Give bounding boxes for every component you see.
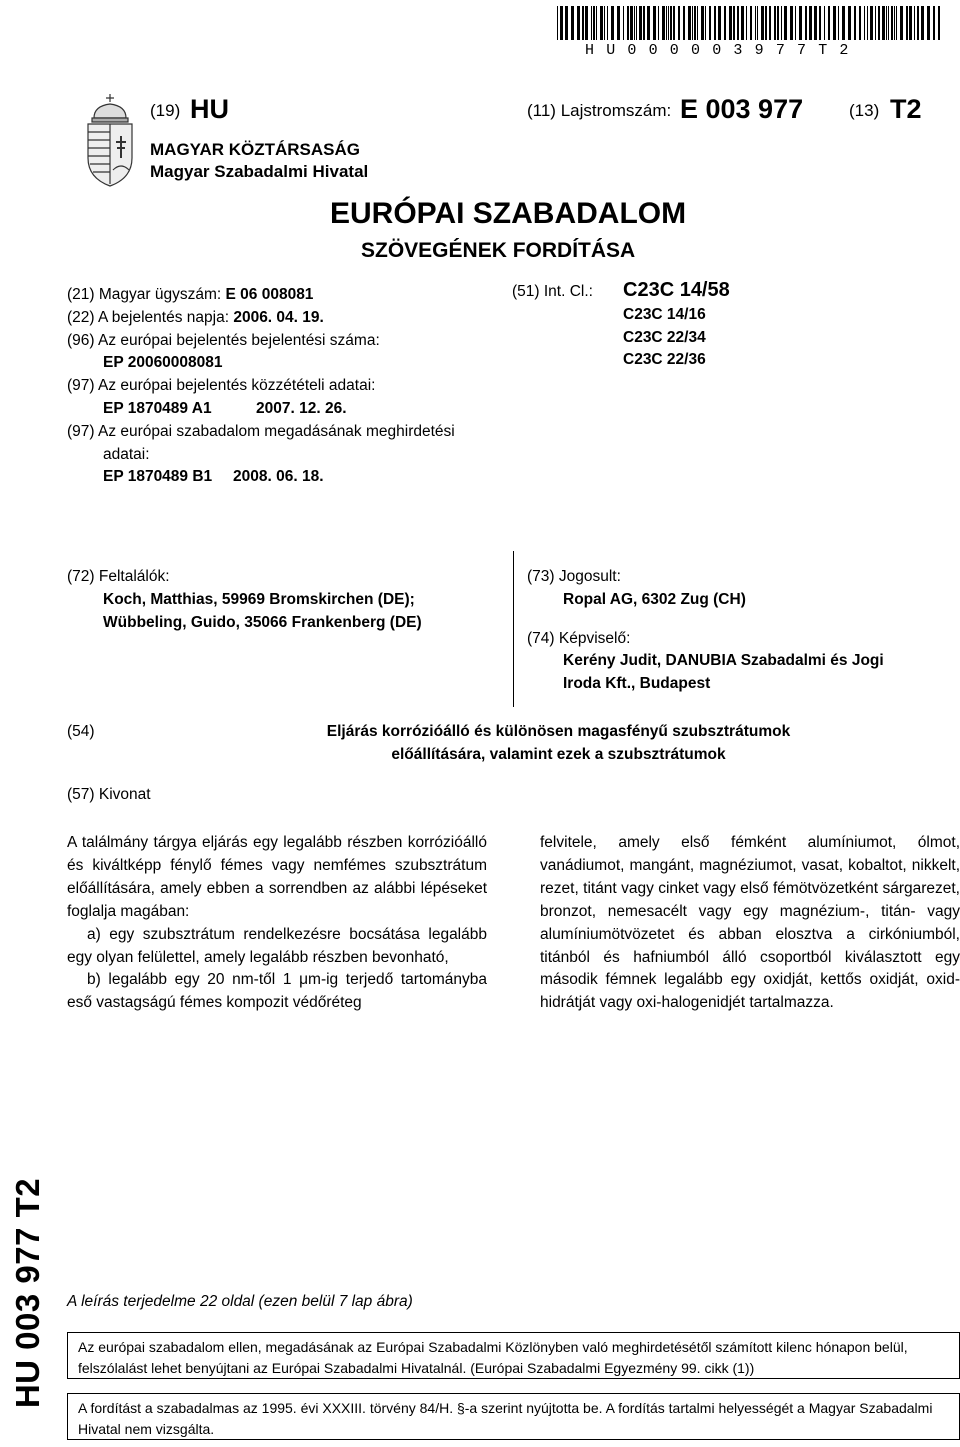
barcode <box>557 6 941 40</box>
ipc-code: C23C 14/58 <box>623 279 730 301</box>
barcode-bar <box>630 6 633 40</box>
barcode-bar <box>867 6 868 40</box>
ipc-codes <box>623 281 730 372</box>
barcode-bar <box>694 6 696 40</box>
barcode-bar <box>737 6 739 40</box>
barcode-bar <box>765 6 767 40</box>
representative-firm: Iroda Kft. <box>563 675 632 693</box>
inventor: Koch, Matthias, 59969 Bromskirchen (DE); <box>103 590 415 608</box>
barcode-bar <box>917 6 919 40</box>
barcode-bar <box>774 6 776 40</box>
barcode-bar <box>705 6 706 40</box>
barcode-bar <box>819 6 821 40</box>
document-title: EURÓPAI SZABADALOM <box>330 197 687 230</box>
kind-code: T2 <box>890 94 922 124</box>
barcode-bar <box>636 6 637 40</box>
barcode-bar <box>777 6 779 40</box>
barcode-bar <box>692 6 693 40</box>
barcode-bar <box>714 6 716 40</box>
ipc-code: C23C 22/36 <box>623 351 706 369</box>
abstract-column-2 <box>540 832 960 1015</box>
ep-grant-label-1: (97) Az európai szabadalom megadásának meghirdetési <box>67 422 455 440</box>
barcode-bar <box>781 6 782 40</box>
barcode-bar <box>927 6 930 40</box>
owner-block <box>527 566 884 696</box>
description-length: A leírás terjedelme 22 oldal (ezen belül 7 lap ábra) <box>67 1293 413 1310</box>
hungarian-coat-of-arms-icon <box>80 92 140 188</box>
barcode-bar <box>891 6 893 40</box>
abstract-paragraph: a) egy szubsztrátum rendelkezésre bocsátása legalább egy olyan felülettel, amely legalább részben bevonható, <box>67 925 487 966</box>
barcode-bar <box>666 6 667 40</box>
barcode-bar <box>870 6 873 40</box>
barcode-bar <box>761 6 764 40</box>
barcode-bar <box>623 6 624 40</box>
barcode-bar <box>668 6 669 40</box>
barcode-bar <box>769 6 771 40</box>
owner-label: (73) Jogosult: <box>527 568 621 585</box>
barcode-bar <box>658 6 659 40</box>
barcode-bar <box>639 6 642 40</box>
barcode-bar <box>673 6 675 40</box>
abstract-paragraph: A találmány tárgya eljárás egy legalább részben korrózióálló és kiváltképp fénylő fémes vagy nemfémes szubsztrátum előállítására, amely ebben a sorrendben az alábbi lépéseket foglalja magában: <box>67 834 487 920</box>
barcode-bar <box>755 6 756 40</box>
barcode-bar <box>582 6 584 40</box>
barcode-bar <box>557 6 558 40</box>
barcode-bar <box>842 6 845 40</box>
ep-publication-label: (97) Az európai bejelentés közzétételi adatai: <box>67 377 376 395</box>
owner-name: Ropal AG, 6302 Zug (CH) <box>563 590 746 608</box>
filing-date: 2006. 04. 19. <box>233 308 324 326</box>
ep-application-label: (96) Az európai bejelentés bejelentési száma: <box>67 331 380 349</box>
barcode-bar <box>604 6 605 40</box>
ep-application-number: EP 20060008081 <box>103 354 223 372</box>
barcode-bar <box>795 6 796 40</box>
side-document-id-text: HU 003 977 T2 <box>9 1177 46 1409</box>
barcode-bar <box>697 6 698 40</box>
barcode-bar <box>647 6 650 40</box>
ep-publication-number: EP 1870489 A1 <box>103 399 212 417</box>
document-subtitle: SZÖVEGÉNEK FORDÍTÁSA <box>361 239 636 262</box>
registry-label: (11) Lajstromszám: <box>527 101 672 120</box>
inventor: Wübbeling, Guido, 35066 Frankenberg (DE) <box>103 613 422 631</box>
bibliographic-data <box>67 284 455 489</box>
barcode-bar <box>718 6 721 40</box>
barcode-bar <box>653 6 656 40</box>
barcode-bar <box>627 6 629 40</box>
barcode-bar <box>600 6 603 40</box>
barcode-bar <box>634 6 635 40</box>
barcode-bar <box>859 6 861 40</box>
barcode-bar <box>607 6 608 40</box>
filing-date-row <box>67 307 455 330</box>
barcode-bar <box>724 6 726 40</box>
ipc-label: (51) Int. Cl.: <box>512 283 593 300</box>
barcode-bar <box>833 6 836 40</box>
barcode-bar <box>799 6 802 40</box>
parties-divider <box>513 551 514 707</box>
barcode-bar <box>560 6 563 40</box>
translation-notice: A fordítást a szabadalmas az 1995. évi XXXIII. törvény 84/H. §-a szerint nyújtotta be. A fordítás tartalmi helyességét a Magyar Szabadalmi Hivatal nem vizsgálta. <box>78 1400 933 1437</box>
representative-line-1: Kerény Judit, DANUBIA Szabadalmi és Jogi <box>563 652 884 670</box>
representative-city: , Budapest <box>631 675 711 693</box>
invention-title-line-1: Eljárás korrózióálló és különösen magasfényű szubsztrátumok <box>326 723 791 740</box>
barcode-bar <box>882 6 885 40</box>
invention-title-label: (54) <box>67 723 95 740</box>
barcode-bar <box>848 6 851 40</box>
barcode-bar <box>900 6 903 40</box>
barcode-bar <box>933 6 935 40</box>
barcode-bar <box>875 6 876 40</box>
ep-grant-number: EP 1870489 B1 <box>103 468 213 486</box>
registry-number: E 003 977 <box>680 94 804 124</box>
invention-title-block <box>67 720 960 766</box>
barcode-bar <box>824 6 825 40</box>
barcode-bar <box>909 6 912 40</box>
translation-notice-box <box>67 1393 960 1440</box>
barcode-bar <box>886 6 887 40</box>
org-line-2: Magyar Szabadalmi Hivatal <box>150 162 369 181</box>
case-number-row <box>67 284 455 307</box>
barcode-bar <box>896 6 897 40</box>
barcode-bar <box>688 6 691 40</box>
opposition-notice-box <box>67 1332 960 1379</box>
barcode-bar <box>757 6 758 40</box>
barcode-bar <box>914 6 915 40</box>
barcode-bar <box>709 6 711 40</box>
barcode-bar <box>838 6 839 40</box>
barcode-bar <box>921 6 924 40</box>
opposition-notice: Az európai szabadalom ellen, megadásának az Európai Szabadalmi Közlönyben való meghirdetésétől számított kilenc hónapon belül, felszólalást lehet benyújtani az Európai Szabadalmi Hivatalnál. (Európai Szabadalmi Egyezmény 99. cikk (1)) <box>78 1339 908 1376</box>
barcode-bar <box>593 6 595 40</box>
barcode-bar <box>643 6 645 40</box>
country-code: HU <box>190 94 229 124</box>
ep-grant-date: 2008. 06. 18. <box>233 468 324 486</box>
ep-publication-row <box>67 398 455 421</box>
barcode-bar <box>670 6 672 40</box>
ipc-code: C23C 22/34 <box>623 328 706 346</box>
barcode-bar <box>729 6 732 40</box>
barcode-bar <box>585 6 588 40</box>
barcode-bar <box>828 6 830 40</box>
ipc-code: C23C 14/16 <box>623 305 706 323</box>
barcode-bar <box>577 6 580 40</box>
barcode-text: HU000003977T2 <box>585 42 861 59</box>
barcode-bar <box>809 6 812 40</box>
invention-title-line-2: előállítására, valamint ezek a szubsztrátumok <box>391 746 726 763</box>
barcode-bar <box>784 6 787 40</box>
barcode-bar <box>746 6 747 40</box>
ipc-classification <box>512 279 730 369</box>
barcode-bar <box>878 6 880 40</box>
barcode-bar <box>906 6 908 40</box>
barcode-bar <box>662 6 665 40</box>
barcode-bar <box>864 6 865 40</box>
barcode-bar <box>888 6 889 40</box>
barcode-bar <box>854 6 856 40</box>
barcode-bar <box>741 6 744 40</box>
barcode-bar <box>805 6 807 40</box>
abstract-paragraph: felvitele, amely első fémként alumíniumot, ólmot, vanádiumot, mangánt, magnéziumot, vasat, kobaltot, nikkelt, rezet, titánt vagy cinket vagy első fémötvözetként sárgarezet, bronzot, nemesacélt vagy egy magnézium-, titán- vagy alumíniumötvözetet és abban elosztva a cirkóniumból, titánból és hafniumból álló csoportból kiválasztott egy második fémnek legalább egy oxidját, kettős oxidját, oxid-hidrátját vagy oxi-halogenidjét tartalmazza. <box>540 834 960 1012</box>
inventors-label: (72) Feltalálók: <box>67 568 170 585</box>
barcode-bar <box>790 6 793 40</box>
ep-grant-label-2: adatai: <box>103 445 150 463</box>
representative-line-2 <box>527 673 884 696</box>
abstract-label: (57) Kivonat <box>67 786 151 803</box>
ep-grant-row <box>67 466 455 489</box>
barcode-bar <box>938 6 940 40</box>
barcode-bar <box>611 6 614 40</box>
barcode-bar <box>617 6 620 40</box>
abstract-paragraph: b) legalább egy 20 nm-től 1 μm-ig terjedő tartományba eső vastagságú fémes kompozit védőréteg <box>67 971 487 1012</box>
inventors-block <box>67 566 422 634</box>
barcode-bar <box>683 6 685 40</box>
org-line-1: MAGYAR KÖZTÁRSASÁG <box>150 140 360 159</box>
representative-label: (74) Képviselő: <box>527 629 631 647</box>
ep-publication-date: 2007. 12. 26. <box>256 399 347 417</box>
barcode-bar <box>701 6 704 40</box>
barcode-bar <box>814 6 817 40</box>
barcode-bar <box>565 6 568 40</box>
barcode-bar <box>894 6 895 40</box>
barcode-bar <box>591 6 592 40</box>
filing-date-label: (22) A bejelentés napja: <box>67 308 230 326</box>
kind-label: (13) <box>849 101 880 120</box>
case-number-label: (21) Magyar ügyszám: <box>67 286 222 303</box>
barcode-bar <box>596 6 597 40</box>
barcode-bar <box>678 6 680 40</box>
case-number: E 06 008081 <box>225 286 314 303</box>
side-document-id <box>10 1158 46 1428</box>
barcode-bar <box>750 6 752 40</box>
abstract-column-1 <box>67 832 487 1015</box>
country-code-label: (19) <box>150 101 181 120</box>
barcode-bar <box>733 6 735 40</box>
barcode-bar <box>571 6 574 40</box>
